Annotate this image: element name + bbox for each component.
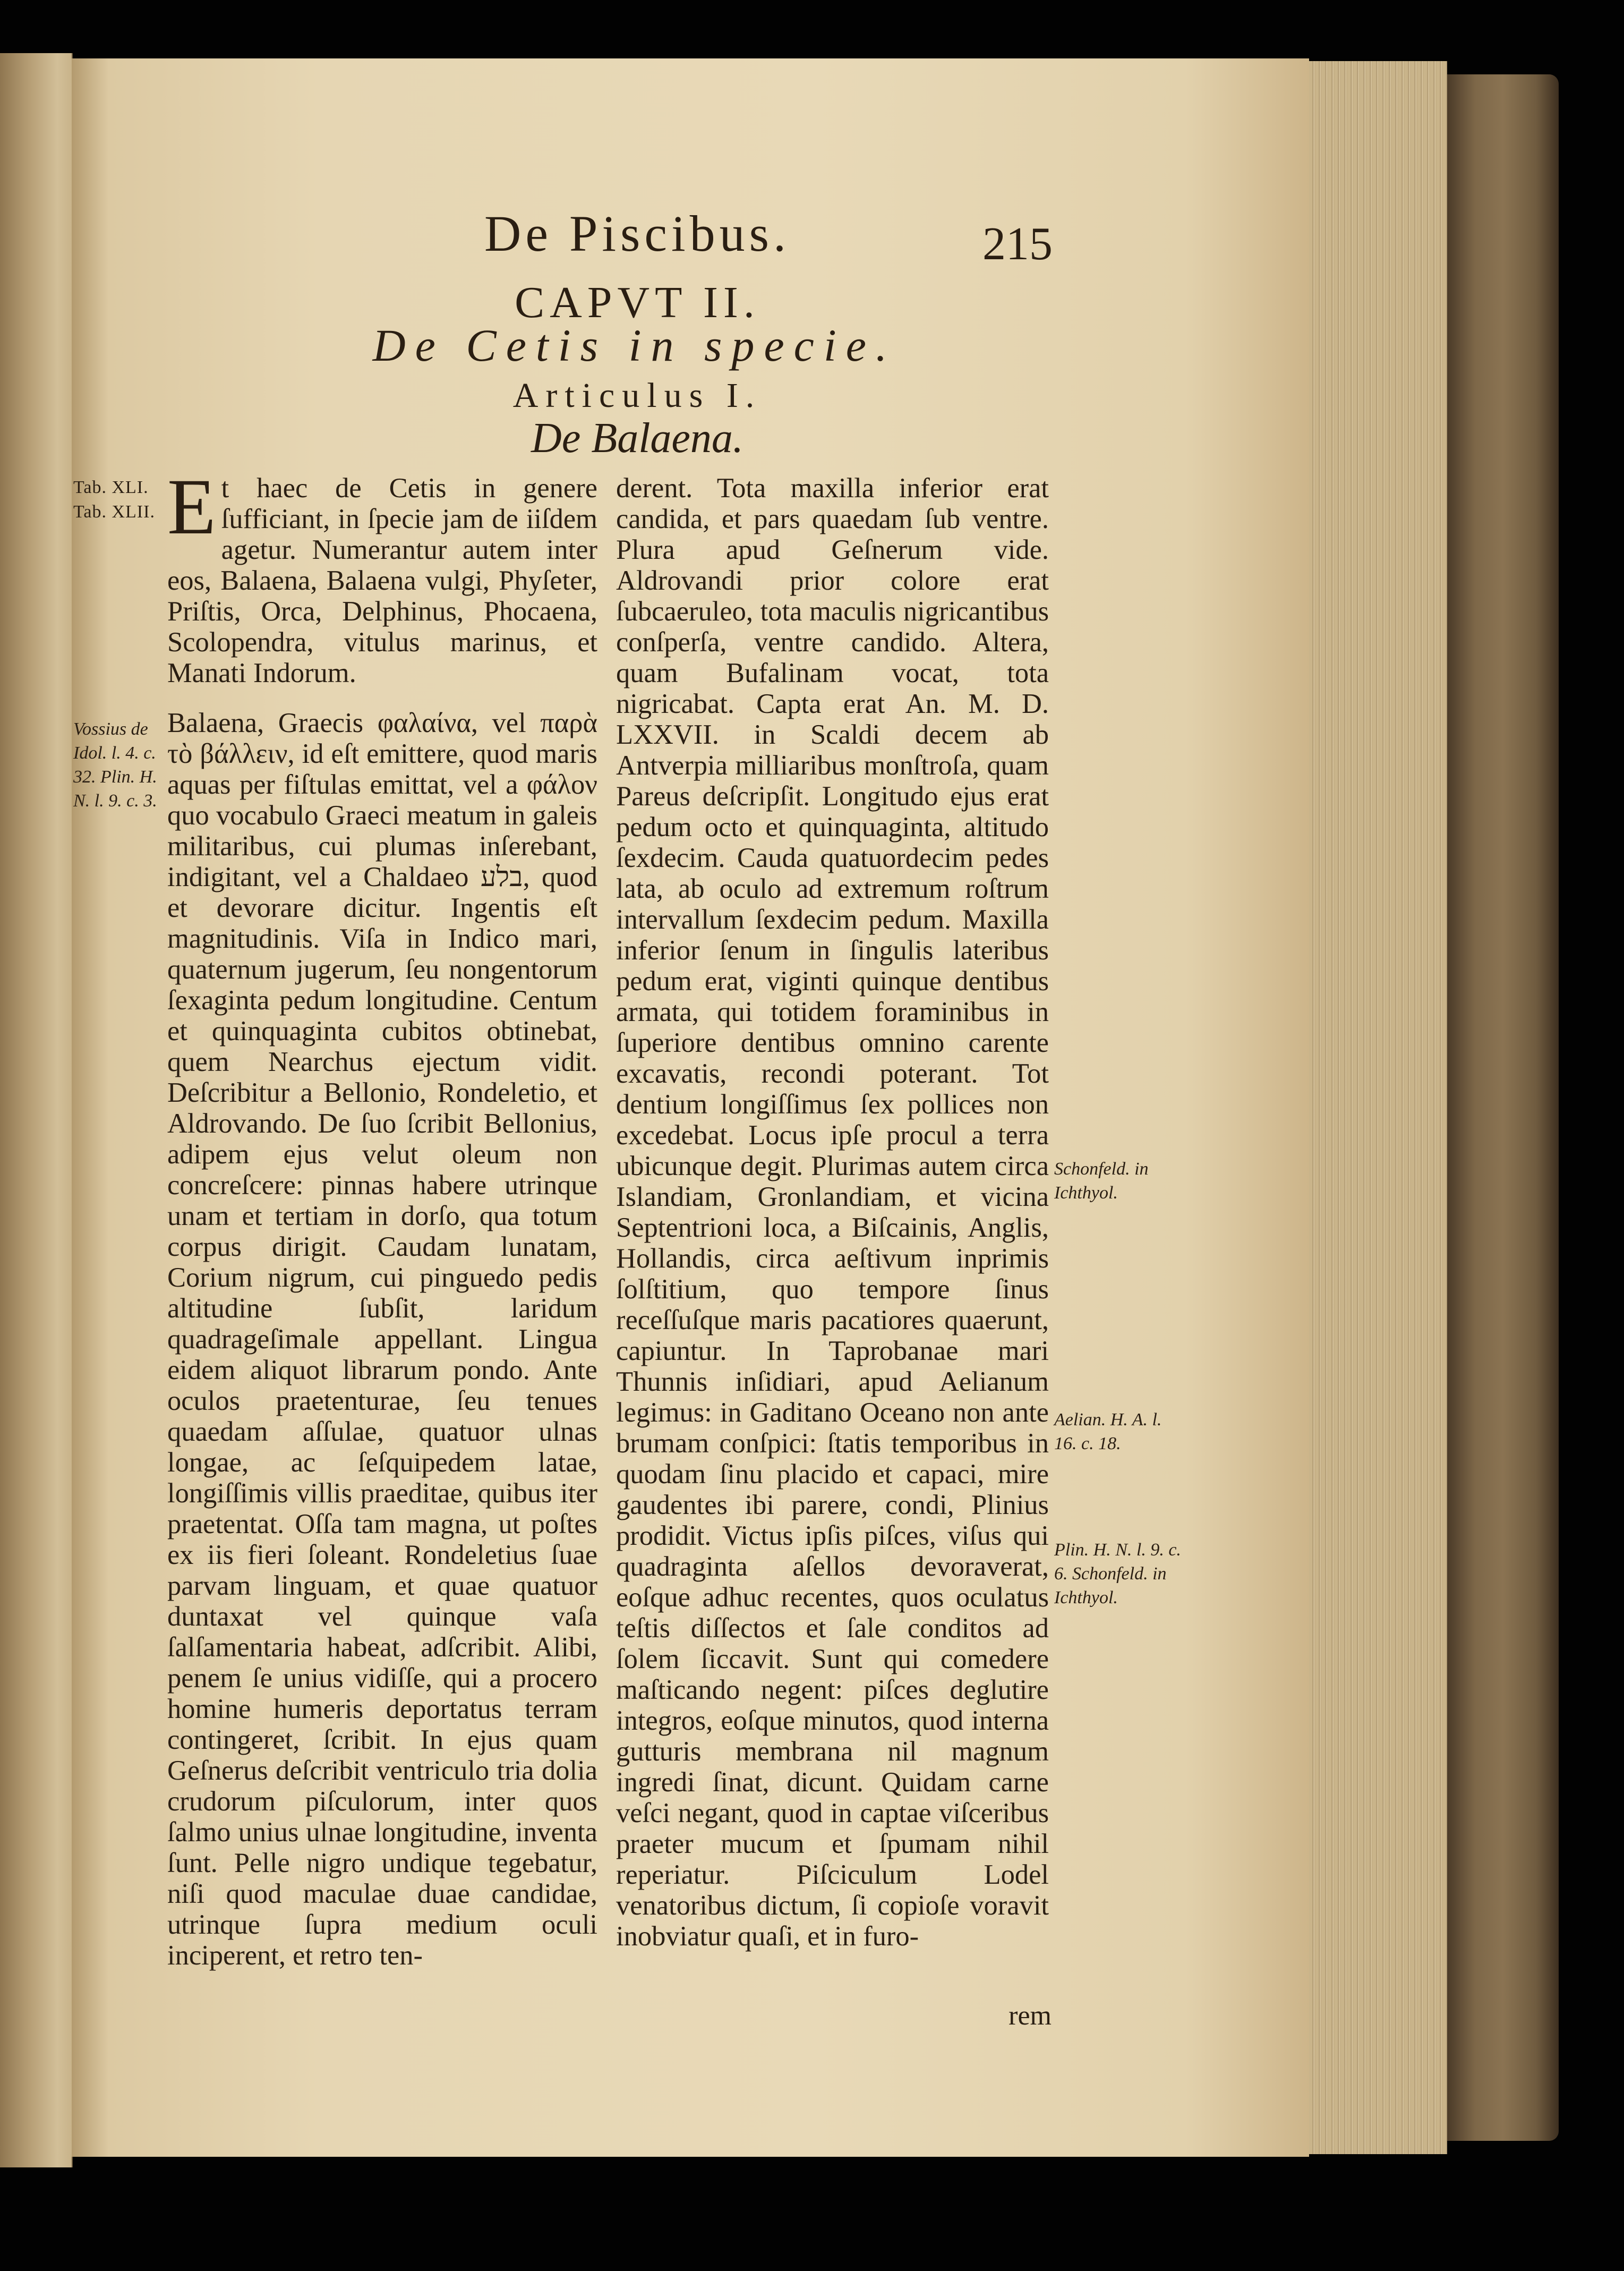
left-page-edge [0, 53, 73, 2167]
margin-note-aelian: Aelian. H. A. l. 16. c. 18. [1054, 1410, 1162, 1453]
paragraph-balaena: Balaena, Graecis φαλαίνα, vel παρὰ τὸ βάλλειν, id eſt emittere, quod maris aquas per fiſtulas emittat, vel a φάλον quo vocabulo Graeci meatum in galeis militaribus, cui plumas inſerebant, indigitant, vel a Chaldaeo בלע, quod et devorare dicitur. Ingentis eſt magnitudinis. Viſa in Indico mari, quaternum jugerum, ſeu nongentorum ſexaginta pedum longitudine. Centum et quinquaginta cubitos obtinebat, quem Nearchus ejectum vidit. Deſcribitur a Bellonio, Rondeletio, et Aldrovando. De ſuo ſcribit Bellonius, adipem ejus velut oleum non concreſcere: pinnas habere utrinque unam et tertiam in dorſo, qua totum corpus dirigit. Caudam lunatam, Corium nigrum, cui pinguedo pedis altitudine ſubſit, laridum quadrageſimale appellant. Lingua eidem aliquot librarum pondo. Ante oculos praetenturae, ſeu tenues quaedam aſſulae, quatuor ulnas longae, ac ſeſquipedem latae, longiſſimis villis praeditae, quibus iter praetentat. Oſſa tam magna, ut poſtes ex iis fieri ſoleant. Rondeletius ſuae parvam linguam, et quae quatuor duntaxat vel quinque vaſa ſalſamentaria habeat, adſcribit. Alibi, penem ſe unius vidiſſe, qui a procero homine humeris deportatus terram contingeret, ſcribit. In ejus quam Geſnerus deſcribit ventriculo tria dolia crudorum piſculorum, inter quos ſalmo unius ulnae longitudine, inventa ſunt. Pelle nigro undique tegebatur, niſi quod maculae duae candidae, utrinque ſupra medium oculi inciperent, et retro ten- [167, 708, 598, 1971]
chapter-subtitle: De Cetis in specie. [372, 320, 897, 371]
text-column-left [167, 463, 598, 2045]
page-block-edges [1309, 61, 1447, 2154]
article-subtitle: De Balaena. [531, 415, 743, 462]
text-column-right [616, 473, 1049, 2045]
margin-note-vossius-plinius: Vossius de Idol. l. 4. c. 32. Plin. H. N. l. 9. c. 3. [73, 719, 157, 811]
catchword: rem [1008, 2001, 1052, 2031]
running-head: De Piscibus. [484, 205, 790, 262]
page-number: 215 [982, 218, 1053, 270]
margin-note-schonfeld: Schonfeld. in Ichthyol. [1054, 1159, 1149, 1203]
paragraph-intro [167, 463, 597, 688]
article-title: Articulus I. [512, 376, 762, 415]
paragraph-intro-text: t haec de Cetis in genere ſufficiant, in ſpecie jam de iiſdem agetur. Numerantur autem inter eos, Balaena, Balaena vulgi, Phyſeter, Priſtis, Orca, Delphinus, Phocaena, Scolopendra, vitulus marinus, et Manati Indorum. [167, 473, 597, 688]
chapter-title: CAPVT II. [515, 278, 760, 327]
book-cover [1447, 74, 1559, 2141]
margin-note-tables: Tab. XLI. Tab. XLII. [73, 478, 155, 522]
drop-cap: E [167, 463, 216, 551]
margin-note-plinius-schonfeld: Plin. H. N. l. 9. c. 6. Schonfeld. in Ichthyol. [1054, 1540, 1181, 1607]
paragraph-continuation: derent. Tota maxilla inferior erat candida, et pars quaedam ſub ventre. Plura apud Geſnerum vide. Aldrovandi prior colore erat ſubcaeruleo, tota maculis nigricantibus conſperſa, ventre candido. Altera, quam Bufalinam vocat, tota nigricabat. Capta erat An. M. D. LXXVII. in Scaldi decem ab Antverpia milliaribus monſtroſa, quam Pareus deſcripſit. Longitudo ejus erat pedum octo et quinquaginta, altitudo ſexdecim. Cauda quatuordecim pedes lata, ab oculo ad extremum roſtrum intervallum ſexdecim pedum. Maxilla inferior ſenum in ſingulis lateribus pedum erat, viginti quinque dentibus armata, qui totidem foraminibus in ſuperiore dentibus omnino carente excavatis, recondi poterant. Tot dentium longiſſimus ſex pollices non excedebat. Locus ipſe procul a terra ubicunque degit. Plurimas autem circa Islandiam, Gronlandiam, et vicina Septentrioni loca, a Biſcainis, Anglis, Hollandis, circa aeſtivum inprimis ſolſtitium, quo tempore ſinus receſſuſque maris pacatiores quaerunt, capiuntur. In Taprobanae mari Thunnis inſidiari, apud Aelianum legimus: in Gaditano Oceano non ante brumam conſpici: ſtatis temporibus in quodam ſinu placido et capaci, mire gaudentes ibi parere, condi, Plinius prodidit. Victus ipſis piſces, viſus qui quadraginta aſellos devoraverat, eoſque adhuc recentes, quos oculatus teſtis diſſectos et ſale conditos ad ſolem ſiccavit. Sunt qui comedere maſticando negent: piſces deglutire integros, eoſque minutos, quod interna gutturis membrana nil magnum ingredi ſinat, dicunt. Quidam carne veſci negant, quod in captae viſceribus praeter mucum et ſpumam nihil reperiatur. Piſciculum Lodel venatoribus dictum, ſi copioſe voravit inobviatur quaſi, et in furo- [616, 473, 1049, 1952]
